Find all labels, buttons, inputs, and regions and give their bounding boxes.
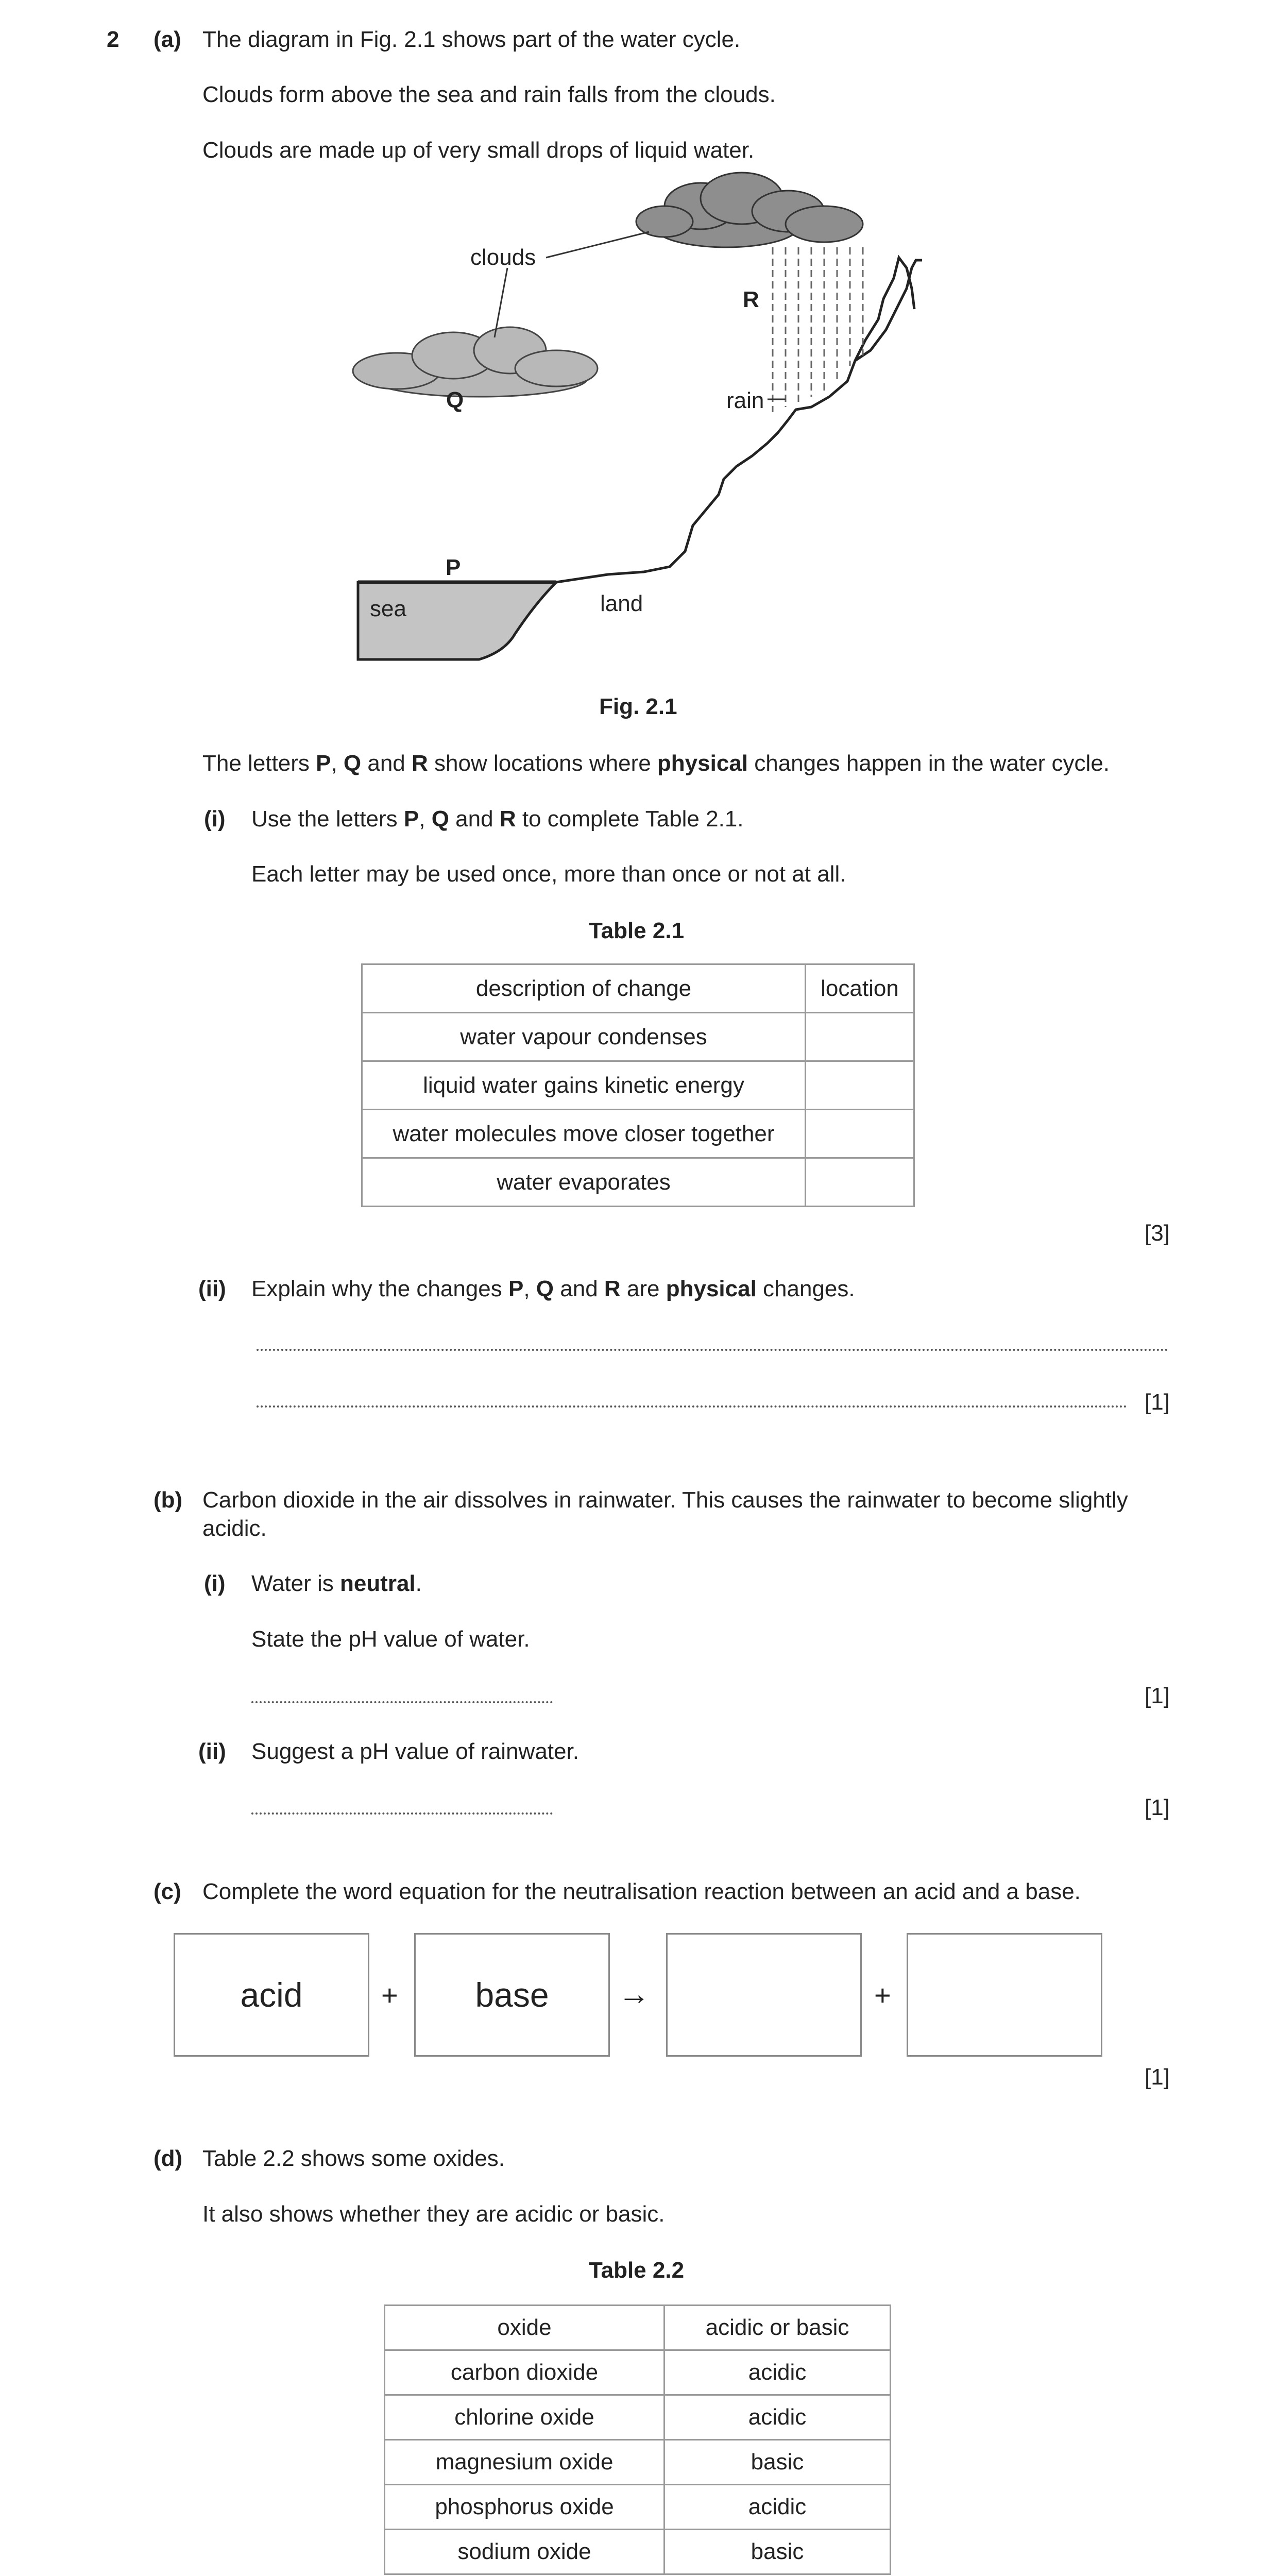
part-a-i-line-2: Each letter may be used once, more than once or not at all. — [251, 861, 846, 887]
label-sea: sea — [370, 596, 406, 621]
equation-plus-1: + — [381, 1979, 398, 2011]
table-2-2-oxide: sodium oxide — [385, 2530, 664, 2574]
part-b-ii-label: (ii) — [198, 1739, 226, 1764]
table-2-1-location-cell[interactable] — [806, 1061, 914, 1110]
part-b-label: (b) — [154, 1487, 183, 1513]
label-clouds: clouds — [470, 245, 536, 270]
part-a-label: (a) — [154, 27, 181, 52]
part-a-i-label: (i) — [204, 806, 226, 832]
table-2-2-type: basic — [664, 2530, 891, 2574]
part-b-i-line-1: Water is neutral. — [251, 1571, 422, 1596]
table-2-2-header-acidic-or-basic: acidic or basic — [664, 2306, 891, 2350]
table-2-1-title: Table 2.1 — [589, 918, 685, 943]
label-p: P — [446, 555, 461, 580]
table-2-1-location-cell[interactable] — [806, 1013, 914, 1061]
part-a-intro: The letters P, Q and R show locations where physical changes happen in the water cycle. — [202, 751, 1110, 776]
label-land: land — [600, 591, 643, 616]
part-b-ii-marks: [1] — [1145, 1795, 1170, 1820]
part-d-label: (d) — [154, 2146, 183, 2171]
table-2-1-location-cell[interactable] — [806, 1110, 914, 1158]
part-b-ii-text: Suggest a pH value of rainwater. — [251, 1739, 579, 1764]
table-2-2-type: basic — [664, 2440, 891, 2485]
table-2-2-oxide: phosphorus oxide — [385, 2485, 664, 2530]
equation-answer-box-2[interactable] — [907, 1933, 1102, 2057]
part-c-marks: [1] — [1145, 2064, 1170, 2090]
part-d-line-1: Table 2.2 shows some oxides. — [202, 2146, 505, 2171]
answer-line[interactable] — [251, 1812, 553, 1815]
part-a-line-2: Clouds form above the sea and rain falls from the clouds. — [202, 82, 776, 107]
part-c-label: (c) — [154, 1879, 181, 1904]
part-a-i-line-1: Use the letters P, Q and R to complete Table 2.1. — [251, 806, 744, 832]
clouds-pointer-to-r — [546, 232, 649, 258]
part-a-i-marks: [3] — [1145, 1221, 1170, 1246]
label-q: Q — [446, 387, 464, 413]
part-a-ii-label: (ii) — [198, 1276, 226, 1301]
table-2-1 — [361, 963, 915, 1207]
table-2-1-description: liquid water gains kinetic energy — [362, 1061, 806, 1110]
equation-box-acid: acid — [174, 1933, 369, 2057]
rain-lines — [773, 247, 863, 412]
table-2-2-type: acidic — [664, 2485, 891, 2530]
part-a-line-1: The diagram in Fig. 2.1 shows part of the water cycle. — [202, 27, 741, 52]
table-2-1-description: water vapour condenses — [362, 1013, 806, 1061]
label-rain: rain — [726, 388, 764, 413]
table-2-2-oxide: chlorine oxide — [385, 2395, 664, 2440]
table-2-2-header-oxide: oxide — [385, 2306, 664, 2350]
table-2-2 — [384, 2304, 891, 2575]
cloud-q — [353, 327, 598, 397]
part-d-line-2: It also shows whether they are acidic or basic. — [202, 2201, 665, 2227]
table-2-2-type: acidic — [664, 2395, 891, 2440]
question-number: 2 — [107, 27, 120, 52]
part-a-line-3: Clouds are made up of very small drops of liquid water. — [202, 138, 755, 163]
figure-caption: Fig. 2.1 — [599, 694, 677, 719]
part-b-i-marks: [1] — [1145, 1683, 1170, 1708]
equation-arrow: → — [618, 1976, 650, 2012]
table-2-2-oxide: carbon dioxide — [385, 2350, 664, 2395]
part-c-text: Complete the word equation for the neutralisation reaction between an acid and a base. — [202, 1879, 1081, 1904]
part-a-ii-text: Explain why the changes P, Q and R are physical changes. — [251, 1276, 855, 1301]
table-2-1-location-cell[interactable] — [806, 1158, 914, 1207]
equation-plus-2: + — [874, 1979, 891, 2011]
part-a-ii-marks: [1] — [1145, 1389, 1170, 1415]
equation-box-base: base — [414, 1933, 610, 2057]
table-2-2-type: acidic — [664, 2350, 891, 2395]
table-2-1-description: water evaporates — [362, 1158, 806, 1207]
land-coastline — [556, 258, 914, 582]
part-b-i-label: (i) — [204, 1571, 226, 1596]
part-b-line-1: Carbon dioxide in the air dissolves in rainwater. This causes the rainwater to become slightly — [202, 1487, 1128, 1513]
table-2-1-header-location: location — [806, 964, 914, 1013]
table-2-2-title: Table 2.2 — [589, 2258, 685, 2283]
table-2-1-description: water molecules move closer together — [362, 1110, 806, 1158]
cloud-r — [636, 173, 863, 247]
part-b-line-2: acidic. — [202, 1516, 267, 1541]
table-2-1-header-description: description of change — [362, 964, 806, 1013]
part-b-i-line-2: State the pH value of water. — [251, 1626, 530, 1652]
equation-answer-box-1[interactable] — [666, 1933, 862, 2057]
table-2-2-oxide: magnesium oxide — [385, 2440, 664, 2485]
answer-line[interactable] — [251, 1701, 553, 1703]
label-r: R — [743, 287, 759, 312]
answer-line[interactable] — [257, 1349, 1168, 1351]
answer-line[interactable] — [257, 1405, 1127, 1408]
